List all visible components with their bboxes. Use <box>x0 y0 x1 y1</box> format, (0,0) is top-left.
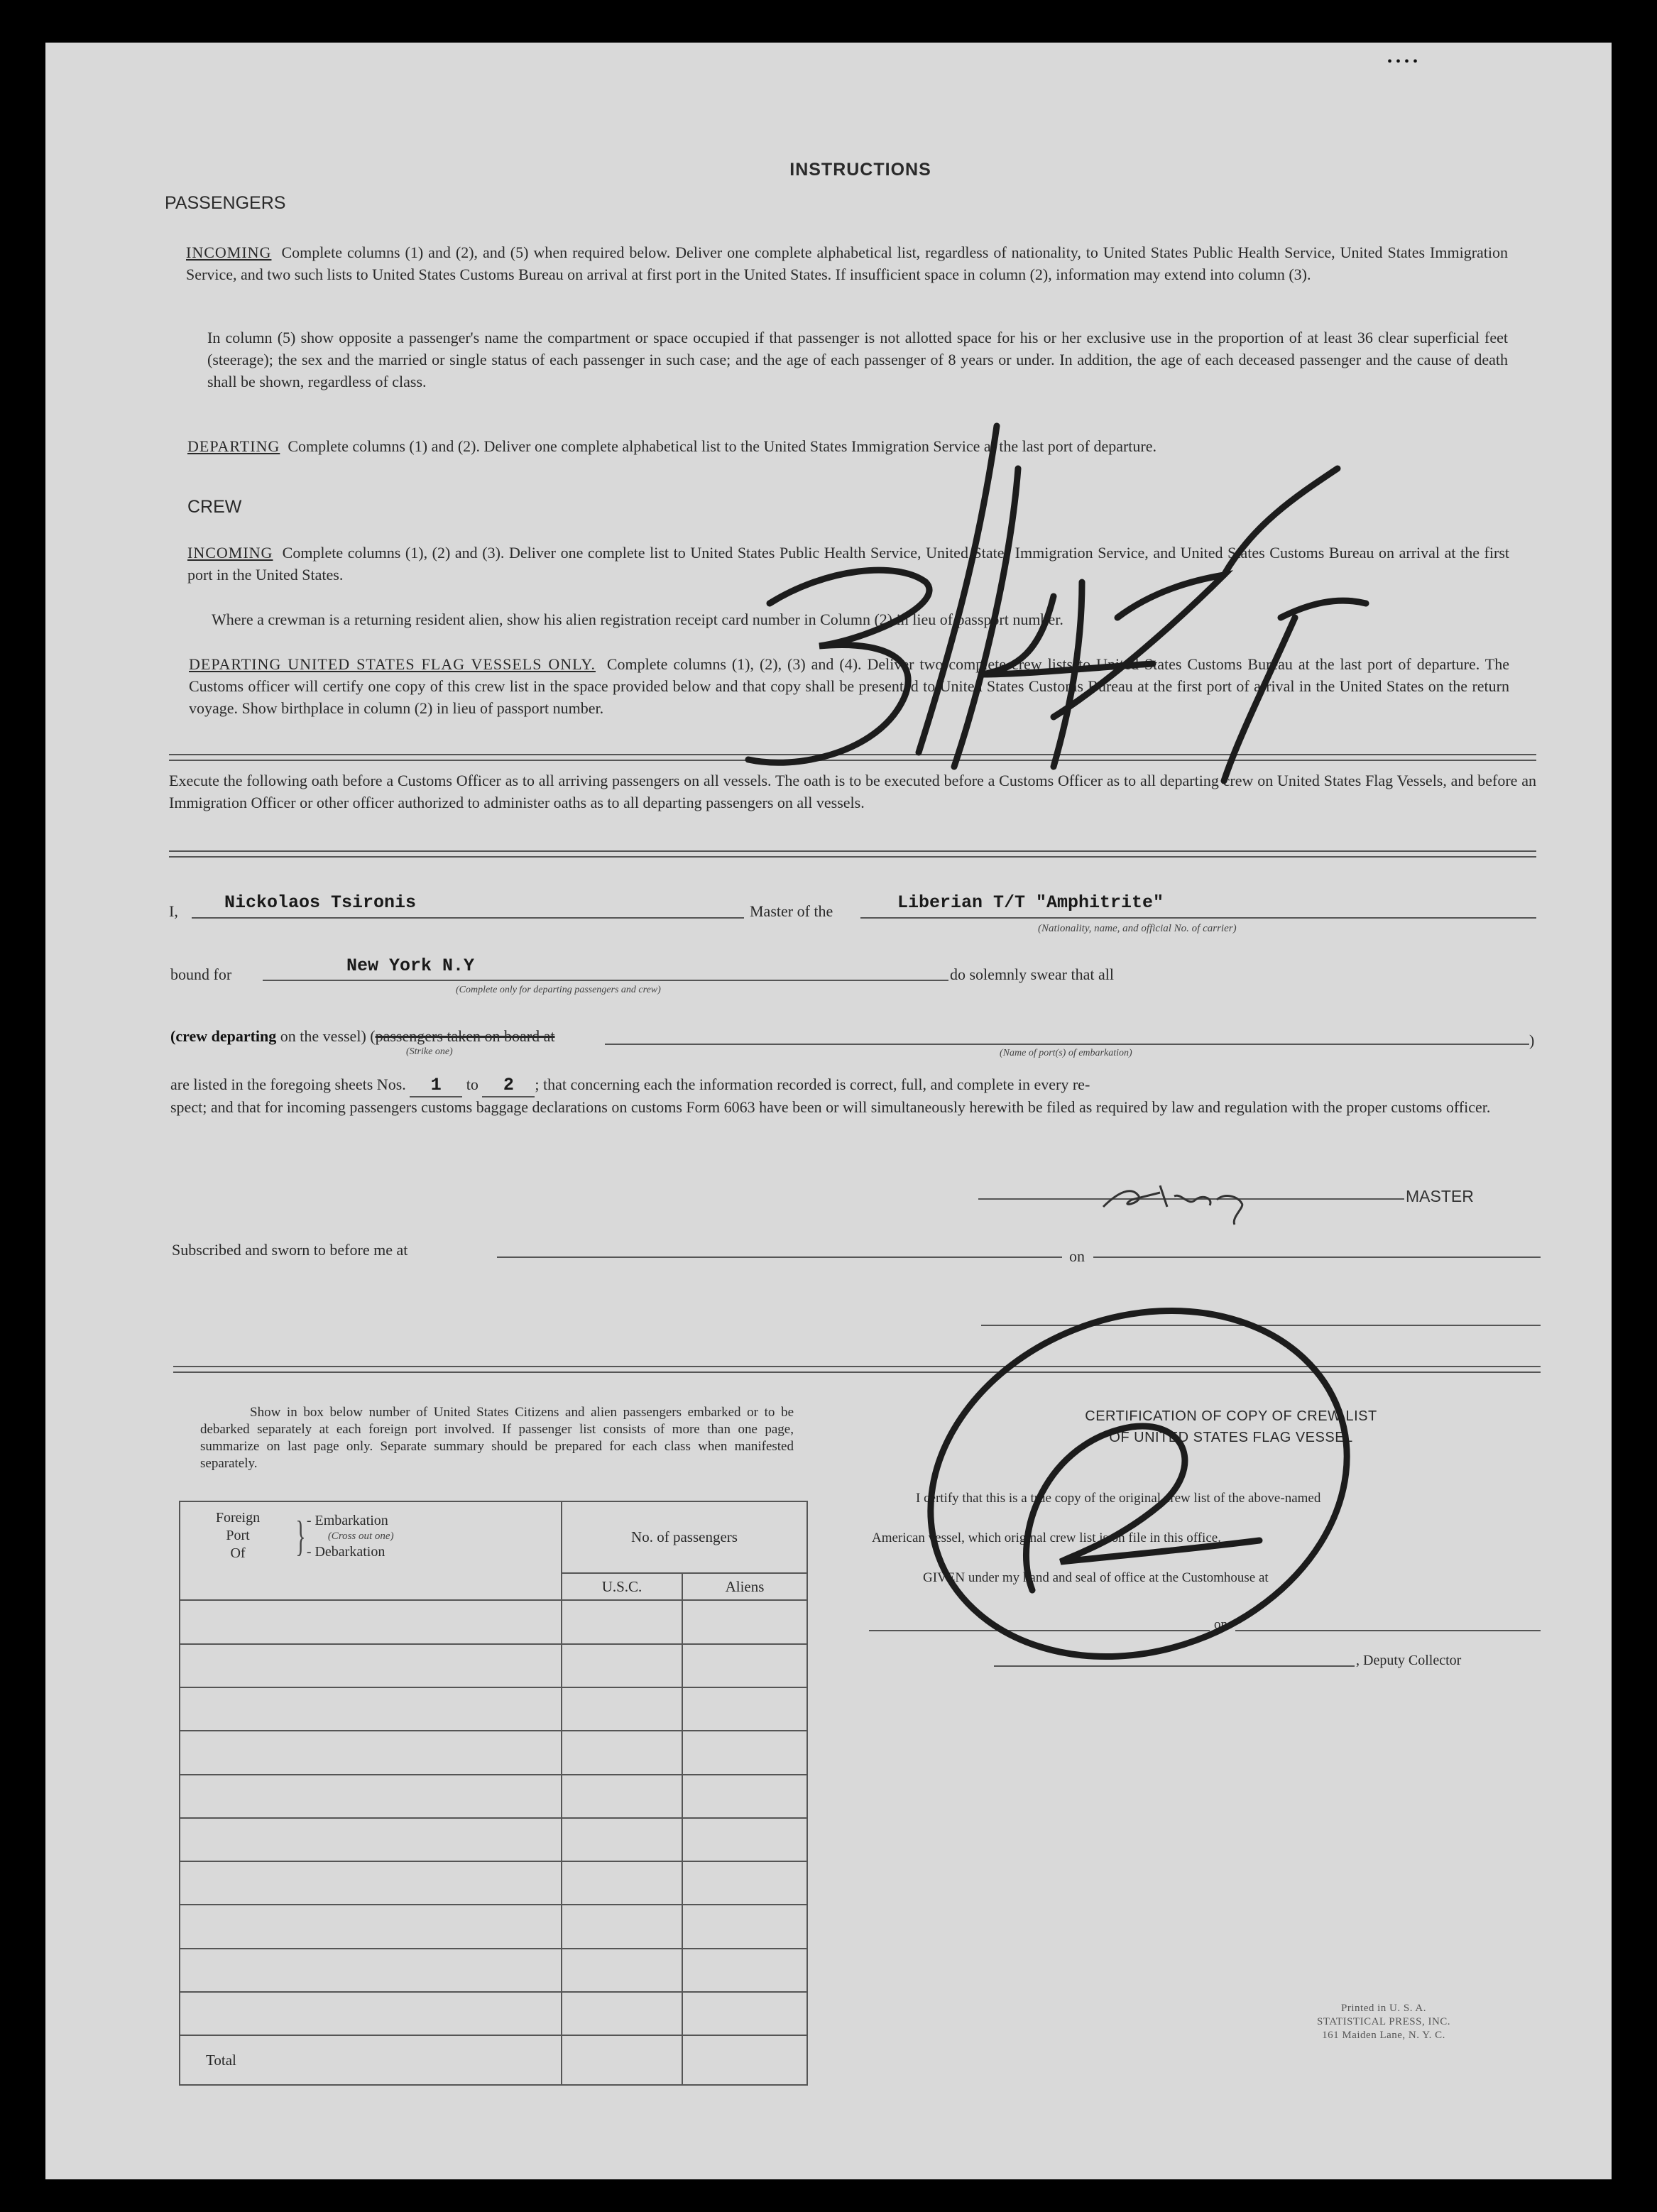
crew-incoming-text: Complete columns (1), (2) and (3). Deliver one complete list to United States Public Health Service, United States Immigration Service, and United States Customs Bureau on arrival at the first port in the United States. <box>187 544 1509 584</box>
passenger-summary-table <box>179 1501 808 2086</box>
usc-header: U.S.C. <box>562 1573 682 1600</box>
paren-close: ) <box>1529 1031 1535 1049</box>
strike-one-caption: (Strike one) <box>406 1046 453 1057</box>
struck-passengers-text: passengers taken on board at <box>375 1027 555 1045</box>
embarkation-port-line <box>605 1044 1529 1045</box>
table-row-port[interactable] <box>180 1905 562 1948</box>
crew-incoming-label: INCOMING <box>187 544 273 562</box>
table-row-aliens[interactable] <box>682 1818 807 1861</box>
table-row-aliens[interactable] <box>682 1644 807 1687</box>
divider-3b <box>173 1371 1541 1373</box>
oath-instruction: Execute the following oath before a Customs Officer as to all arriving passengers on all vessels. The oath is to be executed before a Customs Officer as to all departing crew on United States Flag Vessels, and before an Immigration Officer or other officer authorized to administer oaths as to all departing passengers on all vessels. <box>169 772 1536 811</box>
table-row-port[interactable] <box>180 1731 562 1774</box>
master-name-field[interactable]: Nickolaos Tsironis <box>224 892 417 913</box>
passengers-departing-text: Complete columns (1) and (2). Deliver one complete alphabetical list to the United States Immigration Service at the last port of departure. <box>288 437 1157 455</box>
crew-incoming <box>187 542 1509 586</box>
sheets-rest: ; that concerning each the information recorded is correct, full, and complete in every re- <box>535 1075 1090 1093</box>
total-aliens[interactable] <box>682 2035 807 2085</box>
subscribed-date-line[interactable] <box>1093 1256 1541 1258</box>
table-row-aliens[interactable] <box>682 1905 807 1948</box>
sheet-from-field[interactable]: 1 <box>410 1074 462 1097</box>
subscribed-label: Subscribed and sworn to before me at <box>172 1241 408 1259</box>
table-row-aliens[interactable] <box>682 1861 807 1905</box>
circled-handwritten-2 <box>862 1264 1458 1704</box>
passengers-departing <box>187 435 1508 457</box>
paren-open: ( <box>370 1027 376 1045</box>
port-caption: (Name of port(s) of embarkation) <box>1000 1048 1132 1058</box>
table-row-port[interactable] <box>180 1775 562 1818</box>
page-marks: • • • • <box>1387 54 1418 70</box>
passengers-heading: PASSENGERS <box>165 193 286 213</box>
master-name-line <box>192 917 744 919</box>
sheet-to-field[interactable]: 2 <box>482 1074 535 1097</box>
handwritten-number-text: 314 <box>684 383 686 384</box>
certification-title <box>968 1406 1494 1448</box>
officer-signature-line[interactable] <box>981 1325 1541 1326</box>
divider-2 <box>169 850 1536 852</box>
table-row-aliens[interactable] <box>682 1992 807 2035</box>
certification-date-line[interactable] <box>1235 1630 1541 1631</box>
crew-departing-text: Complete columns (1), (2), (3) and (4). Deliver two complete crew lists to United States Customs Bureau at the last port of departure. The Customs officer will certify one copy of this crew list in the space provided below and that copy shall be presented to United States Customs Bureau at the first port of arrival in the United States on the return voyage. Show birthplace in column (2) in lieu of passport number. <box>189 655 1510 717</box>
printer-line2: STATISTICAL PRESS, INC. <box>1316 2016 1451 2027</box>
divider-1b <box>169 760 1536 761</box>
port-label: Port <box>226 1528 250 1543</box>
table-row-usc[interactable] <box>562 1905 682 1948</box>
master-of-label: Master of the <box>750 902 833 920</box>
table-row-usc[interactable] <box>562 1687 682 1731</box>
table-row-usc[interactable] <box>562 1992 682 2035</box>
passengers-incoming-text: Complete columns (1) and (2), and (5) when required below. Deliver one complete alphabetical list, regardless of nationality, to United States Public Health Service, United States Immigration Service, and two such lists to United States Customs Bureau on arrival at first port in the United States. If insufficient space in column (2), information may extend into column (3). <box>186 243 1509 283</box>
crew-departing-label: DEPARTING UNITED STATES FLAG VESSELS ONLY. <box>189 655 596 673</box>
oath-i-label: I, <box>169 902 178 920</box>
printer-line3: 161 Maiden Lane, N. Y. C. <box>1322 2030 1445 2041</box>
document-page <box>45 43 1612 2179</box>
total-usc[interactable] <box>562 2035 682 2085</box>
vessel-field[interactable]: Liberian T/T "Amphitrite" <box>897 892 1164 913</box>
divider-2b <box>169 856 1536 858</box>
crew-resident-text: Where a crewman is a returning resident alien, show his alien registration receipt card number in Column (2) in lieu of passport number. <box>212 611 1063 628</box>
table-row-aliens[interactable] <box>682 1775 807 1818</box>
table-row-port[interactable] <box>180 1687 562 1731</box>
customhouse-line[interactable] <box>869 1630 1210 1631</box>
divider-1 <box>169 754 1536 755</box>
certification-title-line1: CERTIFICATION OF COPY OF CREW LIST <box>1085 1408 1377 1424</box>
master-label: MASTER <box>1406 1187 1474 1205</box>
printer-line1: Printed in U. S. A. <box>1341 2003 1426 2014</box>
master-signature <box>1089 1164 1295 1228</box>
foreign-label: Foreign <box>215 1510 261 1526</box>
table-row-port[interactable] <box>180 1600 562 1643</box>
bound-for-field[interactable]: New York N.Y <box>346 956 475 976</box>
certification-title-line2: OF UNITED STATES FLAG VESSEL <box>1109 1430 1353 1445</box>
table-row-usc[interactable] <box>562 1731 682 1774</box>
crew-departing-text-bold: (crew departing <box>170 1027 277 1045</box>
cross-out-caption: (Cross out one) <box>327 1530 394 1542</box>
swear-text: do solemnly swear that all <box>950 965 1114 983</box>
table-row-port[interactable] <box>180 1861 562 1905</box>
summary-note: Show in box below number of United States Citizens and alien passengers embarked or to be debarked separately at each foreign port involved. If passenger list consists of more than one page, summarize on last page only. Separate summary should be prepared for each class when manifested separately. <box>200 1405 794 1471</box>
table-row-port[interactable] <box>180 1644 562 1687</box>
table-row-port[interactable] <box>180 1818 562 1861</box>
table-row-usc[interactable] <box>562 1949 682 1992</box>
page-title: INSTRUCTIONS <box>789 160 931 180</box>
table-row-usc[interactable] <box>562 1818 682 1861</box>
passengers-departing-label: DEPARTING <box>187 437 280 455</box>
bound-caption: (Complete only for departing passengers and crew) <box>456 985 661 995</box>
embarkation-label: - Embarkation <box>306 1512 388 1528</box>
table-row-aliens[interactable] <box>682 1731 807 1774</box>
certify-text: I certify that this is a true copy of the original crew list of the above-named <box>916 1491 1321 1506</box>
table-row-aliens[interactable] <box>682 1687 807 1731</box>
crew-heading: CREW <box>187 497 242 517</box>
bound-for-line <box>263 980 948 981</box>
table-row-aliens[interactable] <box>682 1949 807 1992</box>
crew-departing <box>189 653 1509 719</box>
certification-on-label: on <box>1214 1617 1227 1632</box>
sheets-label: are listed in the foregoing sheets Nos. <box>170 1075 406 1093</box>
total-label: Total <box>180 2035 562 2085</box>
table-row-usc[interactable] <box>562 1775 682 1818</box>
american-text: American vessel, which original crew list is on file in this office. <box>872 1531 1221 1545</box>
passengers-incoming <box>186 241 1508 285</box>
table-row-usc[interactable] <box>562 1600 682 1643</box>
deputy-collector-label: , Deputy Collector <box>1356 1653 1462 1668</box>
passengers-column5-text: In column (5) show opposite a passenger's name the compartment or space occupied if that passenger is not allotted space for his or her exclusive use in the proportion of at least 36 clear superficial feet (steerage); the sex and the married or single status of each passenger in such case; and the age of each passenger of 8 years or under. In addition, the age of each deceased passenger and the cause of death shall be shown, regardless of class. <box>207 329 1508 390</box>
table-row-usc[interactable] <box>562 1861 682 1905</box>
given-text: GIVEN under my hand and seal of office at the Customhouse at <box>923 1570 1269 1585</box>
of-label: Of <box>230 1545 246 1561</box>
deputy-signature-line[interactable] <box>994 1665 1355 1667</box>
divider-3 <box>173 1366 1541 1367</box>
sheets-line <box>170 1073 1541 1097</box>
subscribed-on-label: on <box>1069 1247 1085 1265</box>
bound-for-label: bound for <box>170 965 232 983</box>
to-label: to <box>466 1075 478 1093</box>
on-vessel-text: on the vessel) <box>280 1027 366 1045</box>
printer-imprint <box>1252 2002 1515 2042</box>
crew-departing-line <box>170 1025 555 1047</box>
port-header-cell: Foreign Port Of } - Embarkation (Cross out one) - Debarkation <box>180 1501 562 1600</box>
passengers-incoming-label: INCOMING <box>186 243 272 261</box>
no-passengers-header: No. of passengers <box>562 1501 807 1573</box>
table-row-usc[interactable] <box>562 1644 682 1687</box>
aliens-header: Aliens <box>682 1573 807 1600</box>
table-row-port[interactable] <box>180 1992 562 2035</box>
vessel-line <box>860 917 1536 919</box>
table-row-aliens[interactable] <box>682 1600 807 1643</box>
subscribed-place-line[interactable] <box>497 1256 1062 1258</box>
table-row-port[interactable] <box>180 1949 562 1992</box>
oath-continuation: spect; and that for incoming passengers customs baggage declarations on customs Form 6063 have been or will simultaneously herewith be filed as required by law and regulation with the proper customs officer. <box>170 1098 1491 1116</box>
vessel-caption: (Nationality, name, and official No. of carrier) <box>1038 923 1237 934</box>
debarkation-label: - Debarkation <box>306 1543 385 1560</box>
